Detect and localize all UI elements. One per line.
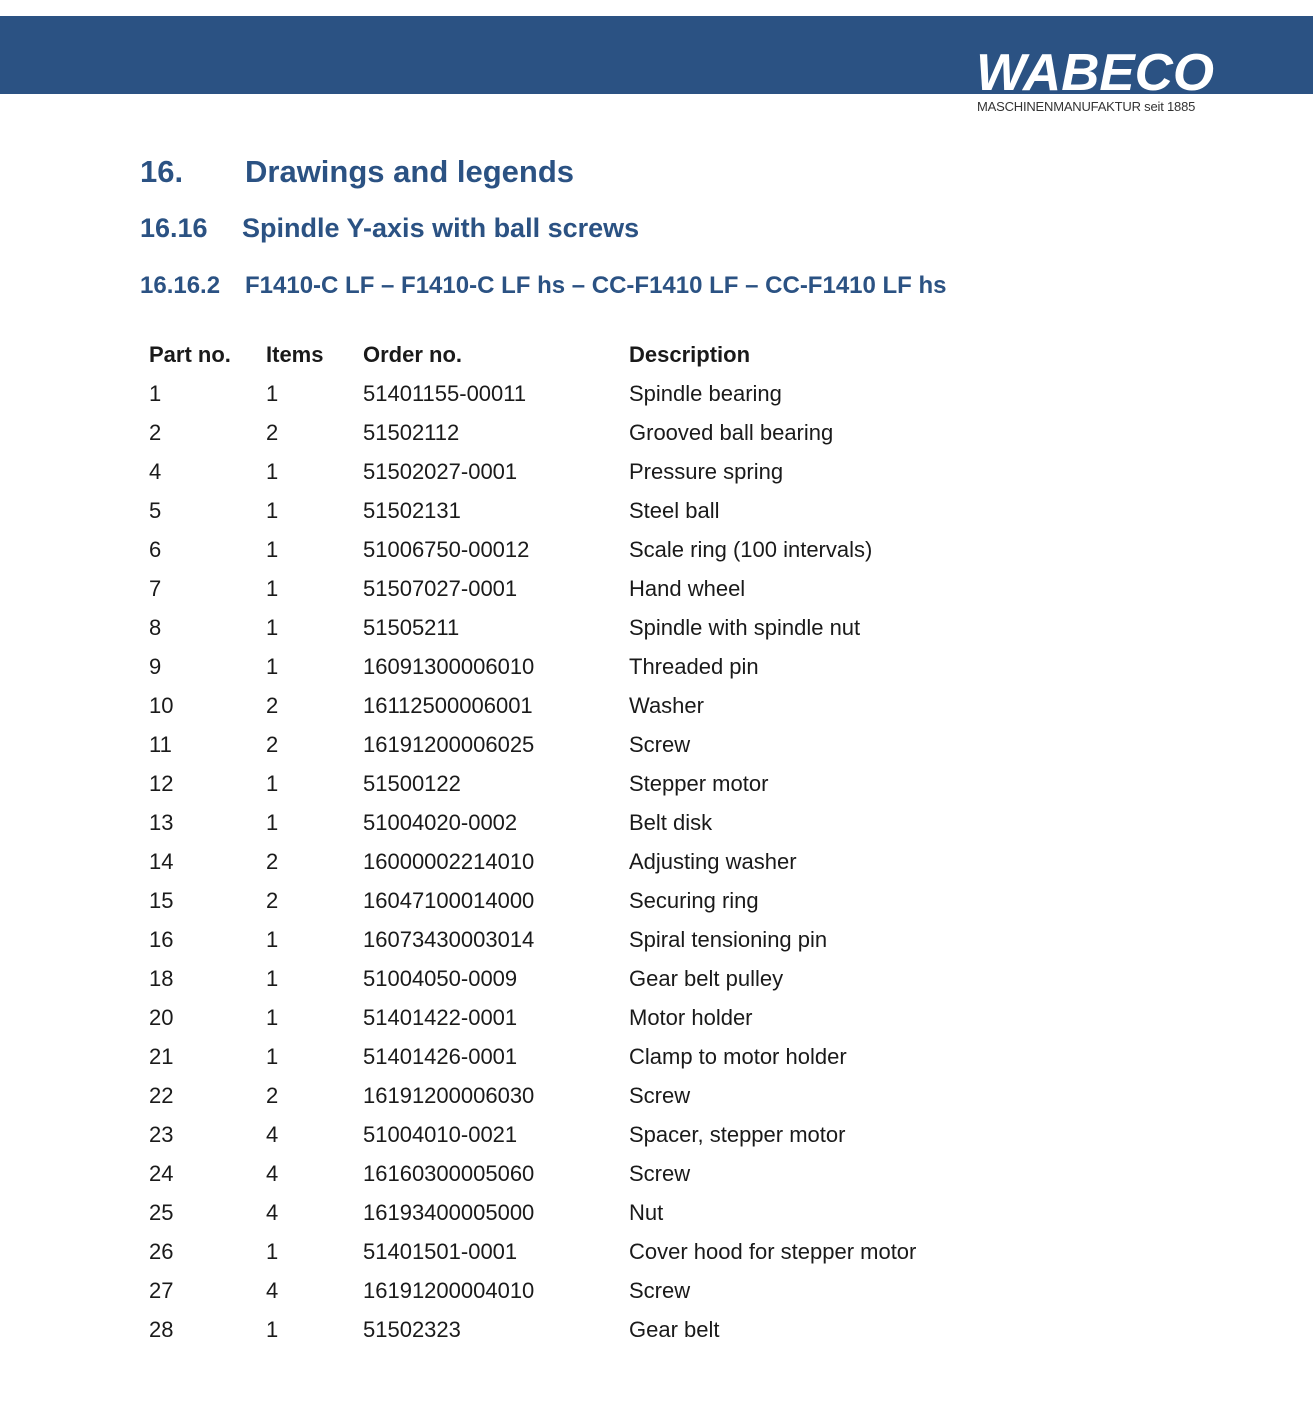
part-no-cell: 22 [149,1083,174,1108]
description-cell: Screw [629,1278,691,1303]
items-cell: 1 [266,1044,279,1069]
part-no-cell: 4 [149,459,162,484]
description-cell: Pressure spring [629,459,784,484]
table-row [149,1159,1149,1198]
table-row [149,1120,1149,1159]
order-no-cell: 51401501-0001 [363,1239,518,1264]
column-header-order-no: Order no. [363,342,463,367]
table-row [149,652,1149,691]
description-cell: Washer [629,693,704,718]
description-cell: Screw [629,1083,691,1108]
part-no-cell: 20 [149,1005,174,1030]
order-no-cell: 51502027-0001 [363,459,518,484]
section-number: 16. [140,154,184,189]
part-no-cell: 13 [149,810,174,835]
items-cell: 2 [266,693,279,718]
description-cell: Screw [629,732,691,757]
part-no-cell: 2 [149,420,162,445]
description-cell: Gear belt pulley [629,966,784,991]
items-cell: 1 [266,654,279,679]
section-title: Drawings and legends [245,154,575,189]
order-no-cell: 51401422-0001 [363,1005,518,1030]
table-row [149,613,1149,652]
order-no-cell: 16091300006010 [363,654,535,679]
part-no-cell: 15 [149,888,174,913]
items-cell: 2 [266,732,279,757]
items-cell: 1 [266,615,279,640]
logo-text: WABECO [976,44,1214,98]
order-no-cell: 51401155-00011 [363,381,527,406]
part-no-cell: 24 [149,1161,174,1186]
items-cell: 1 [266,1239,279,1264]
items-cell: 1 [266,1317,279,1342]
table-row [149,691,1149,730]
parts-table [149,340,1149,1354]
table-row [149,808,1149,847]
part-no-cell: 14 [149,849,174,874]
order-no-cell: 16047100014000 [363,888,535,913]
part-no-cell: 21 [149,1044,174,1069]
part-no-cell: 26 [149,1239,174,1264]
description-cell: Spindle bearing [629,381,782,406]
part-no-cell: 10 [149,693,174,718]
order-no-cell: 16160300005060 [363,1161,535,1186]
order-no-cell: 51502323 [363,1317,461,1342]
table-row [149,847,1149,886]
items-cell: 1 [266,1005,279,1030]
items-cell: 1 [266,771,279,796]
order-no-cell: 16193400005000 [363,1200,535,1225]
order-no-cell: 16112500006001 [363,693,533,718]
table-row [149,1315,1149,1354]
description-cell: Spacer, stepper motor [629,1122,846,1147]
description-cell: Threaded pin [629,654,759,679]
part-no-cell: 27 [149,1278,174,1303]
order-no-cell: 16191200004010 [363,1278,535,1303]
description-cell: Nut [629,1200,664,1225]
description-cell: Steel ball [629,498,720,523]
description-cell: Securing ring [629,888,759,913]
order-no-cell: 51006750-00012 [363,537,530,562]
description-cell: Screw [629,1161,691,1186]
order-no-cell: 51507027-0001 [363,576,518,601]
table-row [149,886,1149,925]
wabeco-logo [972,40,1222,98]
column-header-items: Items [266,342,324,367]
table-row [149,769,1149,808]
part-no-cell: 9 [149,654,162,679]
part-no-cell: 5 [149,498,162,523]
items-cell: 4 [266,1161,279,1186]
description-cell: Spiral tensioning pin [629,927,828,952]
items-cell: 2 [266,888,279,913]
items-cell: 1 [266,498,279,523]
description-cell: Grooved ball bearing [629,420,834,445]
column-header-part-no: Part no. [149,342,231,367]
order-no-cell: 51500122 [363,771,461,796]
items-cell: 4 [266,1200,279,1225]
table-row [149,418,1149,457]
table-row [149,1042,1149,1081]
order-no-cell: 51004010-0021 [363,1122,518,1147]
items-cell: 1 [266,576,279,601]
table-row [149,1081,1149,1120]
part-no-cell: 12 [149,771,174,796]
part-no-cell: 1 [149,381,162,406]
part-no-cell: 8 [149,615,162,640]
items-cell: 1 [266,810,279,835]
description-cell: Stepper motor [629,771,769,796]
table-row [149,1237,1149,1276]
table-row [149,1276,1149,1315]
items-cell: 4 [266,1122,279,1147]
table-row [149,535,1149,574]
items-cell: 2 [266,849,279,874]
description-cell: Belt disk [629,810,713,835]
subsection-number: 16.16 [140,213,208,243]
table-row [149,379,1149,418]
subsubsection-number: 16.16.2 [140,272,221,299]
description-cell: Scale ring (100 intervals) [629,537,873,562]
table-header [149,340,1149,379]
logo-tagline: MASCHINENMANUFAKTUR seit 1885 [977,99,1196,114]
description-cell: Hand wheel [629,576,746,601]
description-cell: Gear belt [629,1317,720,1342]
items-cell: 2 [266,1083,279,1108]
order-no-cell: 51004020-0002 [363,810,518,835]
part-no-cell: 11 [149,732,172,757]
order-no-cell: 51401426-0001 [363,1044,518,1069]
order-no-cell: 16191200006030 [363,1083,535,1108]
order-no-cell: 51502112 [363,420,460,445]
description-cell: Motor holder [629,1005,753,1030]
part-no-cell: 16 [149,927,174,952]
part-no-cell: 18 [149,966,174,991]
part-no-cell: 28 [149,1317,174,1342]
table-row [149,1198,1149,1237]
order-no-cell: 51505211 [363,615,460,640]
order-no-cell: 51004050-0009 [363,966,518,991]
table-row [149,964,1149,1003]
items-cell: 1 [266,381,279,406]
table-row [149,925,1149,964]
column-header-description: Description [629,342,751,367]
part-no-cell: 25 [149,1200,174,1225]
description-cell: Clamp to motor holder [629,1044,847,1069]
items-cell: 2 [266,420,279,445]
order-no-cell: 16191200006025 [363,732,535,757]
table-row [149,574,1149,613]
part-no-cell: 23 [149,1122,174,1147]
description-cell: Cover hood for stepper motor [629,1239,917,1264]
items-cell: 1 [266,927,279,952]
subsection-title: Spindle Y-axis with ball screws [242,213,640,243]
description-cell: Spindle with spindle nut [629,615,861,640]
items-cell: 4 [266,1278,279,1303]
description-cell: Adjusting washer [629,849,797,874]
table-row [149,1003,1149,1042]
order-no-cell: 51502131 [363,498,461,523]
items-cell: 1 [266,966,279,991]
part-no-cell: 7 [149,576,162,601]
table-row [149,496,1149,535]
items-cell: 1 [266,459,279,484]
part-no-cell: 6 [149,537,162,562]
table-row [149,730,1149,769]
order-no-cell: 16073430003014 [363,927,535,952]
subsubsection-title: F1410-C LF – F1410-C LF hs – CC-F1410 LF – CC-F1410 LF hs [245,272,947,299]
table-row [149,457,1149,496]
items-cell: 1 [266,537,279,562]
order-no-cell: 16000002214010 [363,849,535,874]
